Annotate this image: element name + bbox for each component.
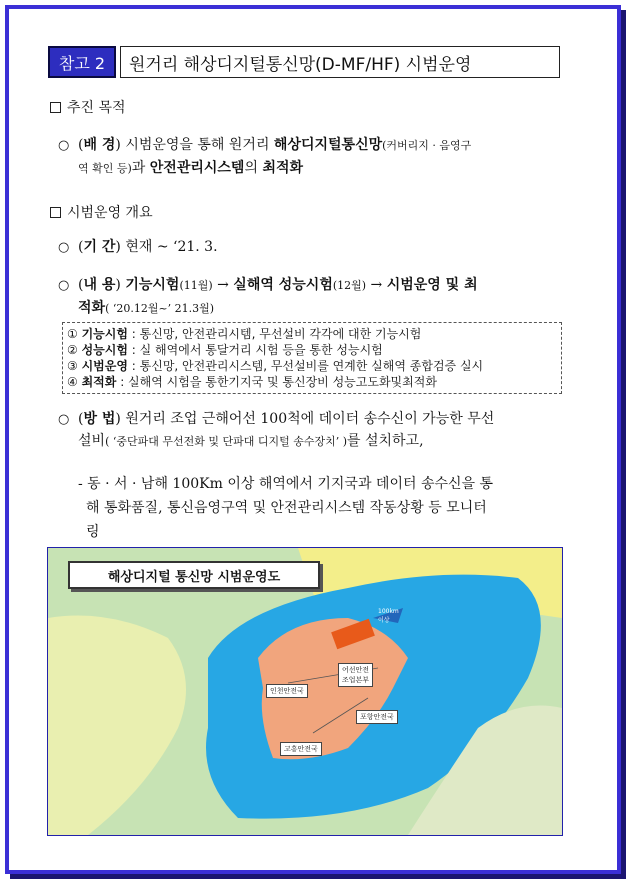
step-row <box>67 374 557 390</box>
text: 과 <box>131 160 146 176</box>
circle-bullet-icon: ○ <box>58 138 70 153</box>
step-row <box>67 326 557 342</box>
steps-box <box>62 322 562 394</box>
arrow-icon: → <box>217 277 229 293</box>
section-overview <box>50 202 153 222</box>
method-paragraph: (방 법) 원거리 조업 근해어선 100척에 데이터 송수신이 가능한 무선 설비( ‘중단파대 무선전화 및 단파대 디지털 송수장치’ )를 설치하고, <box>78 411 495 449</box>
text: 기능시험 <box>81 327 128 341</box>
purpose-paragraph: (배 경) 시범운영을 통해 원거리 해상디지털통신망(커버리지 · 음영구 역 확인 등)과 안전관리시스템의 최적화 <box>78 137 472 176</box>
reference-badge: 참고 2 <box>48 46 116 78</box>
text: 설비 <box>78 433 106 449</box>
arrow-icon: → <box>370 277 383 293</box>
detail-paragraph <box>78 472 568 544</box>
text: (커버리지 · 음영구 <box>382 139 472 152</box>
text: ( ‘20.12월~’ 21.3월) <box>105 302 215 315</box>
section-heading: 추진 목적 <box>67 100 126 116</box>
map-title: 해상디지털 통신망 시범운영도 <box>68 561 320 589</box>
text: ④ <box>67 375 78 389</box>
step-row <box>67 342 557 358</box>
text: 의 <box>244 160 258 176</box>
station-label: 어선안전 조업본부 <box>338 663 373 687</box>
label: 내 용 <box>83 277 116 293</box>
text: : 실 해역에서 통달거리 시험 등을 통한 성능시험 <box>127 343 383 357</box>
content-paragraph: (내 용) 기능시험(11월) → 실해역 성능시험(12월) → 시범운영 및 최 적화( ‘20.12월~’ 21.3월) <box>78 277 478 316</box>
text: 실해역 성능시험 <box>233 277 333 293</box>
text: ① <box>67 327 78 341</box>
text: : 통신망, 안전관리시스템, 무선설비를 연계한 실해역 종합검증 실시 <box>127 359 484 373</box>
step-row <box>67 358 557 374</box>
title-row <box>48 46 560 78</box>
text: 역 확인 등) <box>78 162 132 175</box>
text: 안전관리시스템 <box>149 160 245 176</box>
text: : 통신망, 안전관리시템, 무선설비 각각에 대한 기능시험 <box>127 327 422 341</box>
label: 방 법 <box>83 411 116 427</box>
text: 현재 ~ ‘21. 3. <box>125 239 218 255</box>
period-line: (기 간) 현재 ~ ‘21. 3. <box>78 239 218 255</box>
text: ③ <box>67 359 78 373</box>
section-heading: 시범운영 개요 <box>67 205 153 221</box>
text: 시범운영 <box>81 359 128 373</box>
text: 를 설치하고, <box>347 433 424 449</box>
text: 링 <box>86 524 100 540</box>
text: ( ‘중단파대 무선전화 및 단파대 디지털 송수장치’ ) <box>105 435 348 448</box>
text: 해 통화품질, 통신음영구역 및 안전관리시스템 작동상황 등 모니터 <box>86 500 487 516</box>
text: 시범운영 및 최 <box>386 277 478 293</box>
text: ② <box>67 343 78 357</box>
distance-label: 100km 이상 <box>378 608 399 624</box>
text: 적화 <box>78 300 106 316</box>
text: (11월) <box>179 279 213 292</box>
text: 성능시험 <box>81 343 128 357</box>
section-purpose <box>50 97 126 117</box>
text: 해상디지털통신망 <box>273 137 383 153</box>
text: 기능시험 <box>125 277 180 293</box>
text: 최적화 <box>262 160 304 176</box>
text: (12월) <box>332 279 367 292</box>
circle-bullet-icon: ○ <box>58 240 70 255</box>
label: 기 간 <box>83 239 116 255</box>
square-bullet-icon <box>50 102 61 113</box>
circle-bullet-icon: ○ <box>58 412 70 427</box>
text: : 실해역 시험을 통한기지국 및 통신장비 성능고도화및최적화 <box>116 375 437 389</box>
text: 원거리 조업 근해어선 100척에 데이터 송수신이 가능한 무선 <box>125 411 495 427</box>
text: 최적화 <box>81 375 117 389</box>
coverage-map <box>47 547 563 836</box>
label: 배 경 <box>83 137 116 153</box>
text: 시범운영을 통해 원거리 <box>125 137 270 153</box>
circle-bullet-icon: ○ <box>58 278 70 293</box>
station-label: 인천안전국 <box>266 684 308 698</box>
station-label: 고흥안전국 <box>280 742 322 756</box>
station-label: 포항안전국 <box>356 710 398 724</box>
square-bullet-icon <box>50 207 61 218</box>
page-title: 원거리 해상디지털통신망(D-MF/HF) 시범운영 <box>120 46 560 78</box>
text: - 동 · 서 · 남해 100Km 이상 해역에서 기지국과 데이터 송수신을 통 <box>78 476 494 492</box>
